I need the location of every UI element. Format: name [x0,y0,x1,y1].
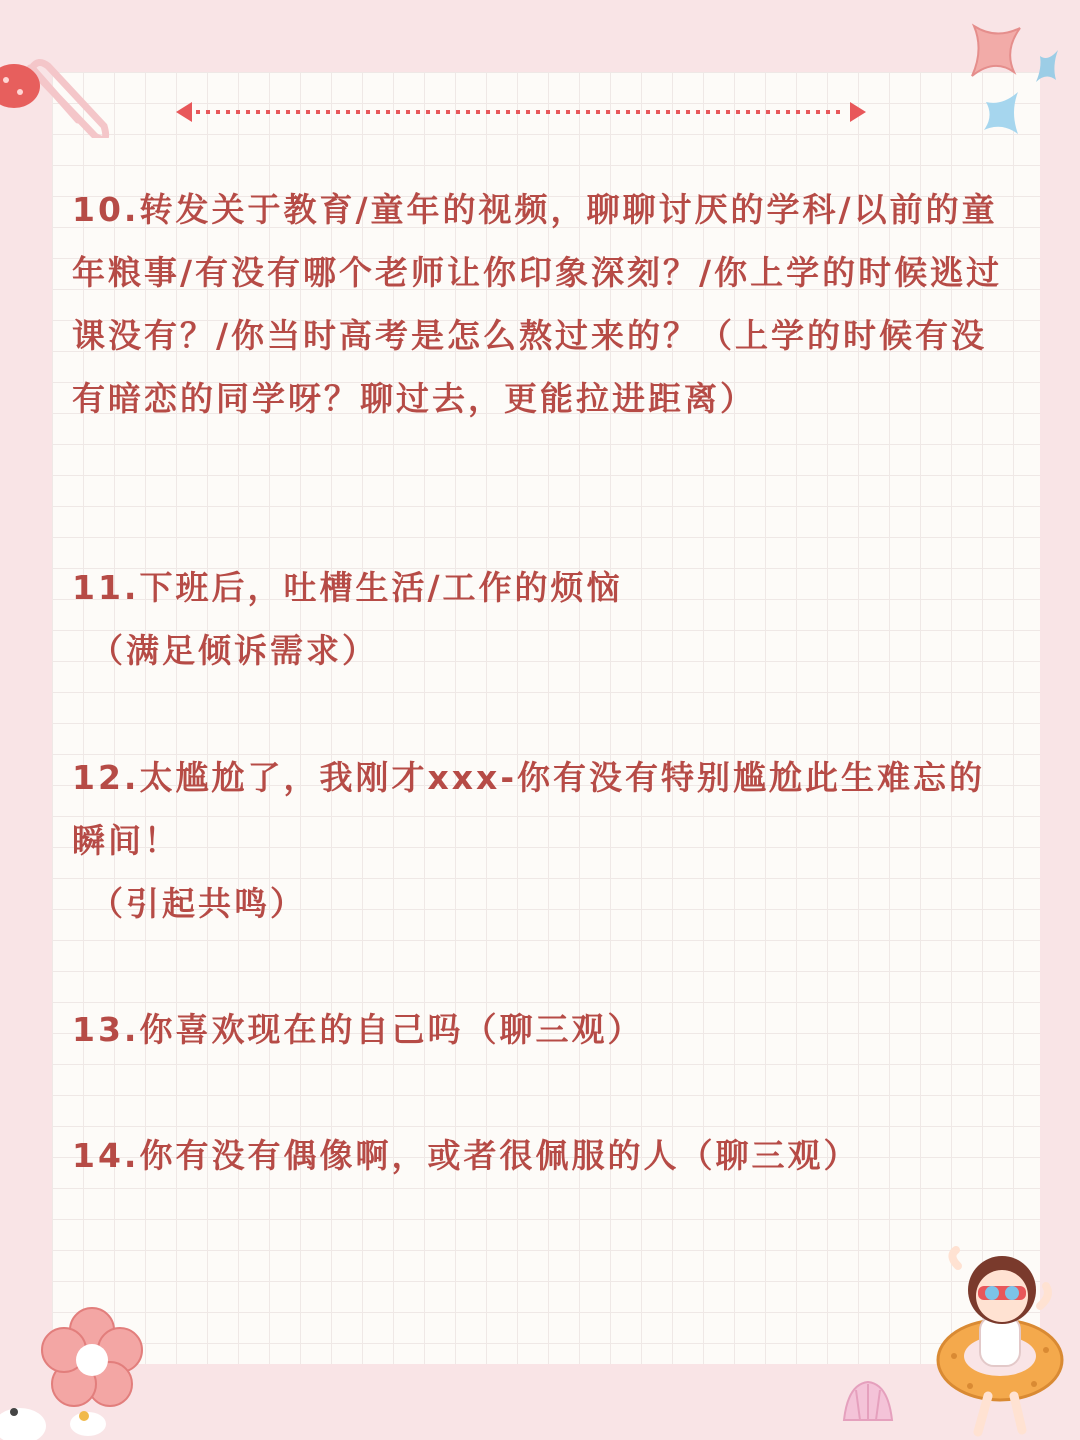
list-item [72,1124,1012,1187]
paperclip-icon [0,28,120,138]
item-text: 你有没有偶像啊，或者很佩服的人（聊三观） [139,1136,860,1175]
shell-icon [840,1378,896,1428]
list-item [72,556,1012,682]
item-number: 12. [72,758,140,797]
item-number: 14. [72,1136,140,1175]
item-number: 11. [72,568,140,607]
list-item [72,998,1012,1061]
double-arrow-divider [176,100,866,124]
item-number: 10. [72,190,140,229]
girl-swim-ring-illustration [918,1246,1078,1440]
item-text: 太尴尬了，我刚才xxx-你有没有特别尴尬此生难忘的瞬间！ [72,758,986,860]
item-text: 转发关于教育/童年的视频，聊聊讨厌的学科/以前的童年粮事/有没有哪个老师让你印象深刻？/你上学的时候逃过课没有？/你当时高考是怎么熬过来的？（上学的时候有没有暗恋的同学呀？聊过去，更能拉进距离） [72,190,1003,418]
list-item [72,746,1012,935]
item-number: 13. [72,1010,140,1049]
cloud-icon [0,1396,110,1440]
item-note: （满足倾诉需求） [90,631,378,670]
list-item [72,178,1012,430]
sparkle-icon [962,18,1072,148]
item-note: （引起共鸣） [90,884,306,923]
item-text: 你喜欢现在的自己吗（聊三观） [139,1010,644,1049]
flower-icon [40,1306,144,1410]
item-text: 下班后，吐槽生活/工作的烦恼 [139,568,623,607]
